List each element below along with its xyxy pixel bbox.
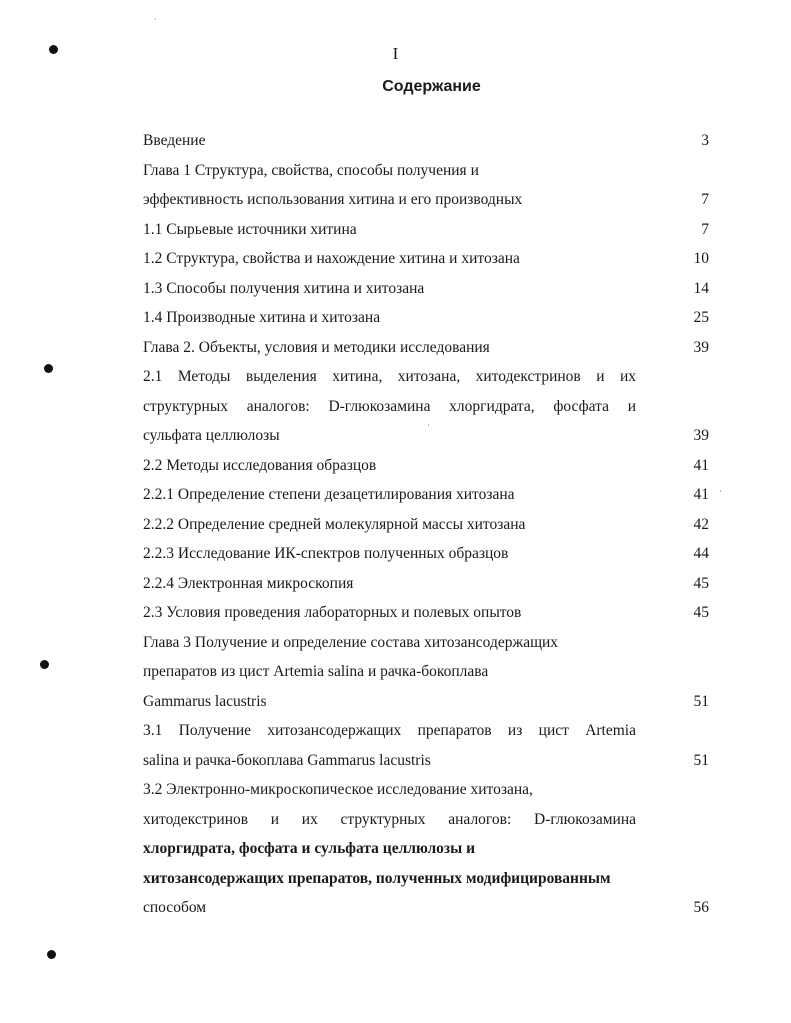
toc-entry-text: хитозансодержащих препаратов, полученных модифицированным xyxy=(143,869,611,887)
toc-page-number: 41 xyxy=(693,456,709,474)
toc-page-number: 39 xyxy=(693,427,709,444)
toc-entry-1-2[interactable] xyxy=(143,244,709,274)
toc-page-number: 44 xyxy=(693,545,709,562)
scan-mark xyxy=(47,950,56,959)
scan-mark xyxy=(44,364,53,373)
toc-entry-text: сульфата целлюлозы xyxy=(143,427,280,444)
toc-entry-text: препаратов из цист Artemia salina и рачка-бокоплава xyxy=(143,663,489,680)
toc-page-number: 10 xyxy=(693,250,709,267)
page-number: I xyxy=(392,44,399,63)
toc-entry-chapter-3-cont[interactable] xyxy=(143,657,709,687)
toc-page-number: 7 xyxy=(701,191,709,208)
toc-entry-1-3[interactable] xyxy=(143,274,709,304)
toc-entry-2-1-cont[interactable] xyxy=(143,421,709,451)
toc-entry-text: 1.3 Способы получения хитина и хитозана xyxy=(143,279,425,297)
toc-page-number: 42 xyxy=(693,515,709,533)
toc-entry-text: 2.2.2 Определение средней молекулярной массы хитозана xyxy=(143,515,526,533)
toc-entry-text: 3.2 Электронно-микроскопическое исследование хитозана, xyxy=(143,781,533,798)
toc-entry-text: Глава 3 Получение и определение состава хитозансодержащих xyxy=(143,633,559,651)
scan-mark xyxy=(40,660,49,669)
page-title: Содержание xyxy=(382,78,481,95)
scan-speck xyxy=(155,18,156,20)
toc-entry-3-2-cont[interactable] xyxy=(143,834,709,864)
toc-entry-1-1[interactable] xyxy=(143,215,709,245)
toc-entry-1-4[interactable] xyxy=(143,303,709,333)
toc-page-number: 39 xyxy=(693,338,709,356)
toc-page-number: 41 xyxy=(693,486,709,503)
table-of-contents xyxy=(143,126,709,923)
toc-entry-text: 2.1 Методы выделения хитина, хитозана, хитодекстринов и их xyxy=(143,368,636,385)
toc-entry-introduction[interactable] xyxy=(143,126,709,156)
toc-page-number: 45 xyxy=(693,574,709,592)
toc-entry-chapter-1-cont[interactable] xyxy=(143,185,709,215)
toc-entry-text: 2.3 Условия проведения лабораторных и полевых опытов xyxy=(143,604,522,621)
toc-entry-text: хлоргидрата, фосфата и сульфата целлюлозы и xyxy=(143,840,476,857)
toc-entry-2-1[interactable] xyxy=(143,362,709,392)
toc-entry-text: 2.2.4 Электронная микроскопия xyxy=(143,574,354,592)
toc-entry-chapter-3[interactable] xyxy=(143,628,709,658)
toc-page-number: 3 xyxy=(701,132,709,149)
toc-entry-chapter-1[interactable] xyxy=(143,156,709,186)
toc-entry-2-2[interactable] xyxy=(143,451,709,481)
toc-page-number: 14 xyxy=(693,279,709,297)
toc-entry-text: хитодекстринов и их структурных аналогов: D-глюкозамина xyxy=(143,810,636,828)
toc-entry-3-1[interactable] xyxy=(143,716,709,746)
toc-page-number: 45 xyxy=(693,604,709,621)
toc-page-number: 51 xyxy=(693,692,709,710)
toc-entry-2-3[interactable] xyxy=(143,598,709,628)
toc-entry-3-2-cont[interactable] xyxy=(143,805,709,835)
toc-entry-text: salina и рачка-бокоплава Gammarus lacustris xyxy=(143,751,431,769)
toc-entry-3-2-cont[interactable] xyxy=(143,893,709,923)
toc-entry-text: способом xyxy=(143,899,207,916)
toc-entry-text: 1.4 Производные хитина и хитозана xyxy=(143,309,381,326)
toc-entry-2-2-4[interactable] xyxy=(143,569,709,599)
toc-entry-text: структурных аналогов: D-глюкозамина хлоргидрата, фосфата и xyxy=(143,397,636,415)
toc-entry-text: 1.2 Структура, свойства и нахождение хитина и хитозана xyxy=(143,250,520,267)
scan-speck xyxy=(720,490,721,492)
toc-entry-text: Gammarus lacustris xyxy=(143,692,267,710)
toc-entry-text: Введение xyxy=(143,132,206,149)
toc-entry-2-1-cont[interactable] xyxy=(143,392,709,422)
toc-entry-text: 3.1 Получение хитозансодержащих препаратов из цист Artemia xyxy=(143,722,636,739)
toc-entry-2-2-1[interactable] xyxy=(143,480,709,510)
toc-entry-text: Глава 2. Объекты, условия и методики исследования xyxy=(143,338,490,356)
toc-page-number: 7 xyxy=(701,220,709,238)
toc-entry-text: Глава 1 Структура, свойства, способы получения и xyxy=(143,161,479,179)
toc-entry-text: эффективность использования хитина и его производных xyxy=(143,191,523,208)
toc-entry-text: 2.2.3 Исследование ИК-спектров полученных образцов xyxy=(143,545,509,562)
toc-entry-text: 1.1 Сырьевые источники хитина xyxy=(143,220,357,238)
toc-entry-2-2-2[interactable] xyxy=(143,510,709,540)
toc-entry-3-2[interactable] xyxy=(143,775,709,805)
toc-page-number: 56 xyxy=(693,899,709,916)
toc-entry-text: 2.2.1 Определение степени дезацетилирования хитозана xyxy=(143,486,515,503)
toc-entry-text: 2.2 Методы исследования образцов xyxy=(143,456,377,474)
toc-entry-2-2-3[interactable] xyxy=(143,539,709,569)
toc-entry-chapter-3-cont[interactable] xyxy=(143,687,709,717)
toc-page-number: 25 xyxy=(693,309,709,326)
toc-entry-3-2-cont[interactable] xyxy=(143,864,709,894)
toc-page-number: 51 xyxy=(693,751,709,769)
toc-entry-chapter-2[interactable] xyxy=(143,333,709,363)
toc-entry-3-1-cont[interactable] xyxy=(143,746,709,776)
